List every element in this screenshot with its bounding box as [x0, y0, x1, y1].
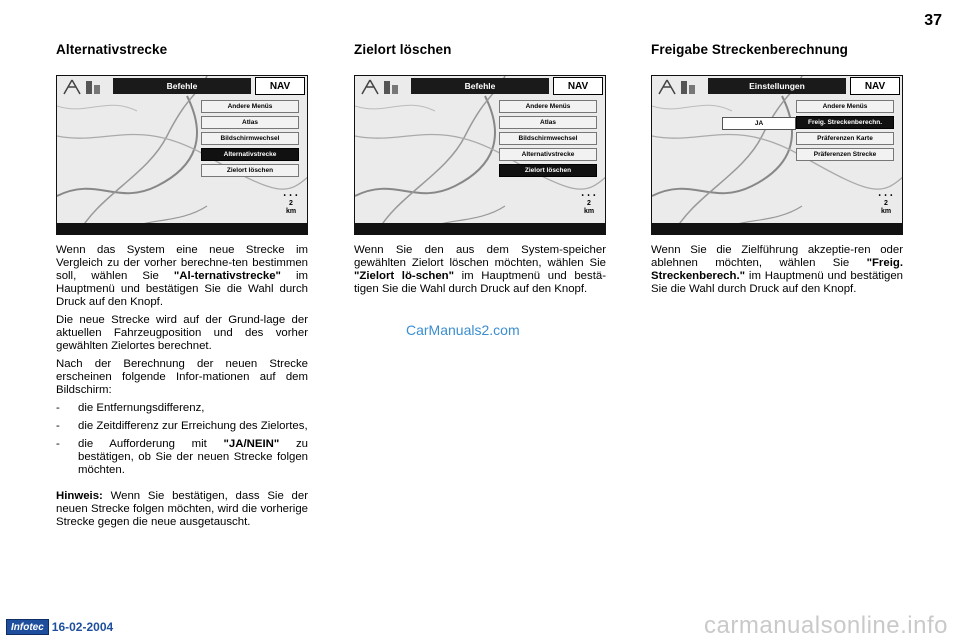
screen-menu-item: Zielort löschen — [499, 164, 597, 177]
section-alternativstrecke — [56, 42, 308, 534]
screen-menu-item: Alternativstrecke — [201, 148, 299, 161]
antenna-icon — [360, 78, 406, 96]
screen-header: Befehle — [113, 78, 251, 94]
footer-date: 16-02-2004 — [51, 620, 114, 634]
map-scale: • • • 2 km — [283, 193, 299, 215]
watermark-carmanuals: CarManuals2.com — [406, 322, 520, 338]
nav-screen — [354, 75, 606, 235]
section-text — [651, 244, 903, 296]
screen-bottom-bar — [652, 223, 902, 234]
paragraph: Wenn Sie den aus dem System-speicher gewählten Zielort löschen möchten, wählen Sie "Zielort lö-schen" im Hauptmenü und bestä-tigen Sie die Wahl durch Druck auf den Knopf. — [354, 244, 607, 295]
watermark-carmanualsonline: carmanualsonline.info — [704, 612, 948, 639]
paragraph: Die neue Strecke wird auf der Grund-lage der aktuellen Fahrzeugposition und des vorher gewählten Zielortes berechnet. — [56, 314, 308, 352]
paragraph: Wenn das System eine neue Strecke im Vergleich zu der vorher berechne-ten bestimmen soll, wählen Sie "Al-ternativstrecke" im Hauptmenü und bestätigen Sie die Wahl durch Druck auf den Knopf. — [56, 244, 309, 308]
paragraph: Nach der Berechnung der neuen Strecke erscheinen folgende Infor-mationen auf dem Bildschirm: — [56, 358, 308, 396]
section-freigabe-streckenberechnung — [651, 42, 903, 301]
screen-menu-item: Atlas — [499, 116, 597, 129]
screen-menu-item: Bildschirmwechsel — [499, 132, 597, 145]
screen-menu-item: Andere Menüs — [201, 100, 299, 113]
screen-header: Befehle — [411, 78, 549, 94]
antenna-icon — [657, 78, 703, 96]
list-item: - die Zeitdifferenz zur Erreichung des Zielortes, — [56, 420, 308, 432]
map-scale: • • • 2 km — [878, 193, 894, 215]
screen-menu-item: Alternativstrecke — [499, 148, 597, 161]
screen-menu-item: Präferenzen Karte — [796, 132, 894, 145]
screen-bottom-bar — [355, 223, 605, 234]
section-zielort-loeschen — [354, 42, 606, 301]
section-text — [354, 244, 606, 296]
screen-menu-item: Atlas — [201, 116, 299, 129]
page-number: 37 — [924, 12, 942, 29]
list-item: - die Entfernungsdifferenz, — [56, 402, 205, 414]
paragraph: Wenn Sie die Zielführung akzeptie-ren oder ablehnen möchten, wählen Sie "Freig. Streckenberech." im Hauptmenü und bestätigen Sie die Wahl durch Druck auf den Knopf. — [651, 244, 903, 295]
nav-screen — [56, 75, 308, 235]
screen-menu — [201, 100, 299, 177]
section-title: Freigabe Streckenberechnung — [651, 42, 849, 57]
value-chip: JA — [722, 117, 796, 130]
screen-menu — [499, 100, 597, 177]
nav-label: NAV — [850, 77, 900, 95]
list-item: - die Aufforderung mit "JA/NEIN" zu bestätigen, ob Sie der neuen Strecke folgen möchten. — [56, 438, 308, 476]
section-text — [56, 244, 308, 529]
nav-label: NAV — [255, 77, 305, 95]
footer — [6, 620, 113, 634]
section-title: Zielort löschen — [354, 42, 452, 57]
nav-label: NAV — [553, 77, 603, 95]
antenna-icon — [62, 78, 108, 96]
screen-menu-item: Andere Menüs — [796, 100, 894, 113]
screen-menu-item: Präferenzen Strecke — [796, 148, 894, 161]
screen-menu-item: Andere Menüs — [499, 100, 597, 113]
screen-header: Einstellungen — [708, 78, 846, 94]
nav-screen — [651, 75, 903, 235]
map-scale: • • • 2 km — [581, 193, 597, 215]
screen-menu-item: Bildschirmwechsel — [201, 132, 299, 145]
note: Hinweis: Wenn Sie bestätigen, dass Sie der neuen Strecke folgen möchten, wird die vorherige Strecke gegen die neue ausgetauscht. — [56, 490, 308, 528]
screen-menu — [796, 100, 894, 161]
infotec-logo: Infotec — [6, 619, 49, 635]
info-list — [56, 402, 308, 477]
screen-menu-item: Freig. Streckenberechn. — [796, 116, 894, 129]
screen-bottom-bar — [57, 223, 307, 234]
screen-menu-item: Zielort löschen — [201, 164, 299, 177]
section-title: Alternativstrecke — [56, 42, 168, 57]
